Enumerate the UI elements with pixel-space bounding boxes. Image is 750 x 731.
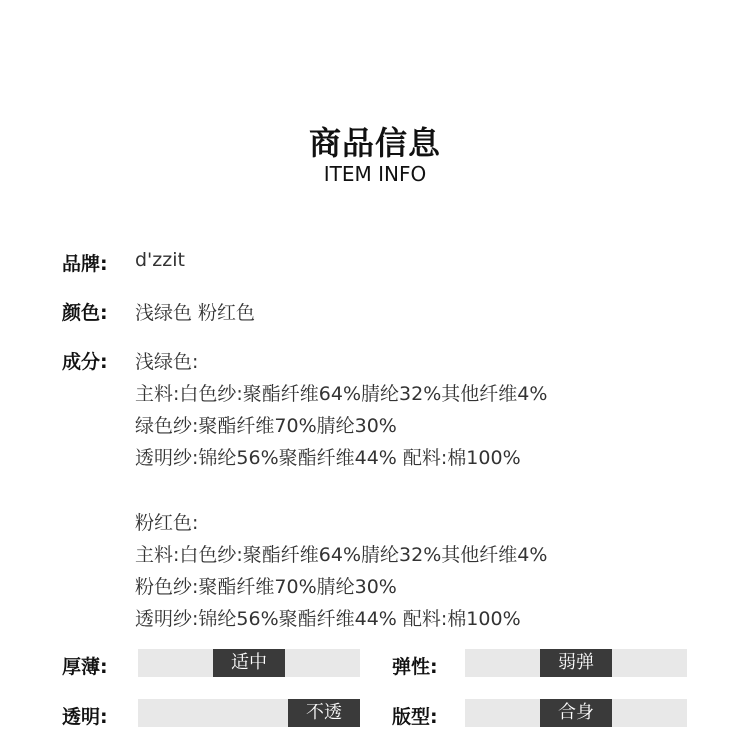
- composition-line: 粉红色:: [135, 512, 199, 534]
- transparency-value: 不透: [288, 699, 360, 727]
- thickness-label: 厚薄:: [62, 656, 108, 678]
- composition-line: 主料:白色纱:聚酯纤维64%腈纶32%其他纤维4%: [135, 544, 548, 566]
- page-title: 商品信息: [308, 124, 441, 162]
- composition-line: 主料:白色纱:聚酯纤维64%腈纶32%其他纤维4%: [135, 383, 548, 405]
- transparency-scale: [138, 699, 360, 727]
- elasticity-scale: [465, 649, 687, 677]
- fit-label: 版型:: [392, 706, 438, 728]
- page-subtitle: ITEM INFO: [323, 162, 427, 186]
- fit-value: 合身: [540, 699, 612, 727]
- elasticity-label: 弹性:: [392, 656, 438, 678]
- composition-line: 透明纱:锦纶56%聚酯纤维44% 配料:棉100%: [135, 447, 521, 469]
- fit-scale: [465, 699, 687, 727]
- brand-value: d'zzit: [135, 249, 185, 271]
- color-value: 浅绿色 粉红色: [135, 302, 256, 324]
- composition-line: 浅绿色:: [135, 351, 199, 373]
- brand-label: 品牌:: [62, 253, 108, 275]
- thickness-scale: [138, 649, 360, 677]
- thickness-value: 适中: [213, 649, 285, 677]
- composition-label: 成分:: [62, 351, 108, 373]
- composition-line: 绿色纱:聚酯纤维70%腈纶30%: [135, 415, 397, 437]
- color-label: 颜色:: [62, 302, 108, 324]
- elasticity-value: 弱弹: [540, 649, 612, 677]
- composition-line: 透明纱:锦纶56%聚酯纤维44% 配料:棉100%: [135, 608, 521, 630]
- transparency-label: 透明:: [62, 706, 108, 728]
- composition-line: 粉色纱:聚酯纤维70%腈纶30%: [135, 576, 397, 598]
